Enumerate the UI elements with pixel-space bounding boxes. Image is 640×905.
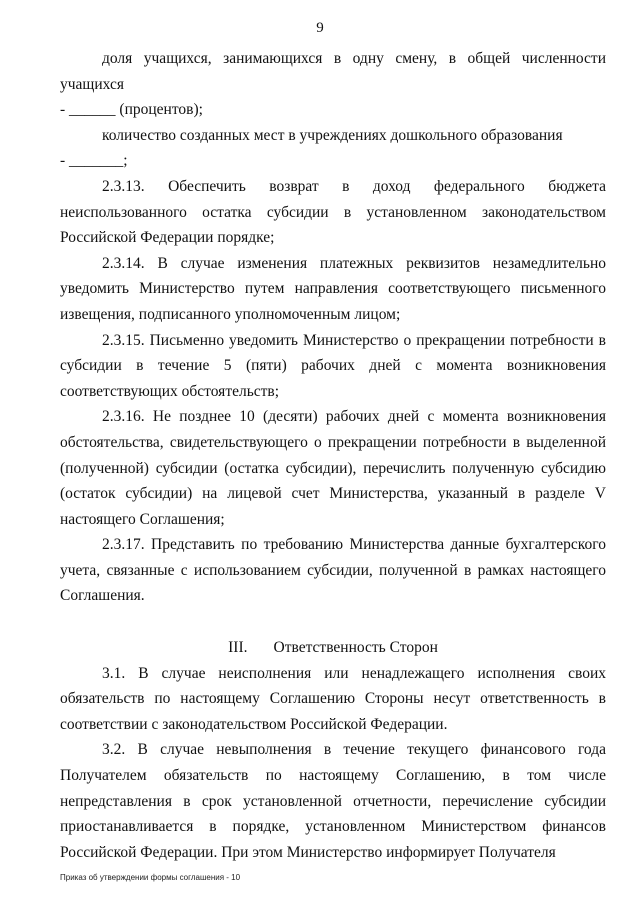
paragraph: - _______; [60,152,128,170]
document-body [60,46,606,865]
paragraph: 2.3.13. Обеспечить возврат в доход федерального бюджета неиспользованного остатка субсидии в установленном законодательством Российской Федерации порядке; [60,177,606,247]
paragraph: количество созданных мест в учреждениях дошкольного образования [102,126,563,144]
paragraph: 3.2. В случае невыполнения в течение текущего финансового года Получателем обязательств по настоящему Соглашению, в том числе непредставления в срок установленной отчетности, перечисление субсидии приостанавливается в порядке, установленном Министерством финансов Российской Федерации. При этом Министерство информирует Получателя [60,741,606,861]
paragraph: - ______ (процентов); [60,101,203,119]
section-heading [60,635,606,661]
section-title: Ответственность Сторон [273,639,438,657]
paragraph: 2.3.17. Представить по требованию Министерства данные бухгалтерского учета, связанные с использованием субсидии, полученной в рамках настоящего Соглашения. [60,536,606,605]
page-number: 9 [316,20,324,36]
page-footer: Приказ об утверждении формы соглашения - 10 [60,873,241,882]
paragraph: 3.1. В случае неисполнения или ненадлежащего исполнения своих обязательств по настоящему Соглашению Стороны несут ответственность в соответствии с законодательством Российской Федерации. [60,664,606,733]
paragraph: 2.3.14. В случае изменения платежных реквизитов незамедлительно уведомить Министерство путем направления соответствующего письменного извещения, подписанного уполномоченным лицом; [60,254,606,323]
paragraph: 2.3.15. Письменно уведомить Министерство о прекращении потребности в субсидии в течение 5 (пяти) рабочих дней с момента возникновения соответствующих обстоятельств; [60,331,606,400]
paragraph: доля учащихся, занимающихся в одну смену, в общей численности учащихся [60,50,606,93]
paragraph: 2.3.16. Не позднее 10 (десяти) рабочих дней с момента возникновения обстоятельства, свидетельствующего о прекращении потребности в выделенной (полученной) субсидии (остатка субсидии), перечислить полученную субсидию (остаток субсидии) на лицевой счет Министерства, указанный в разделе V настоящего Соглашения; [60,408,606,528]
section-number: III. [228,639,248,657]
